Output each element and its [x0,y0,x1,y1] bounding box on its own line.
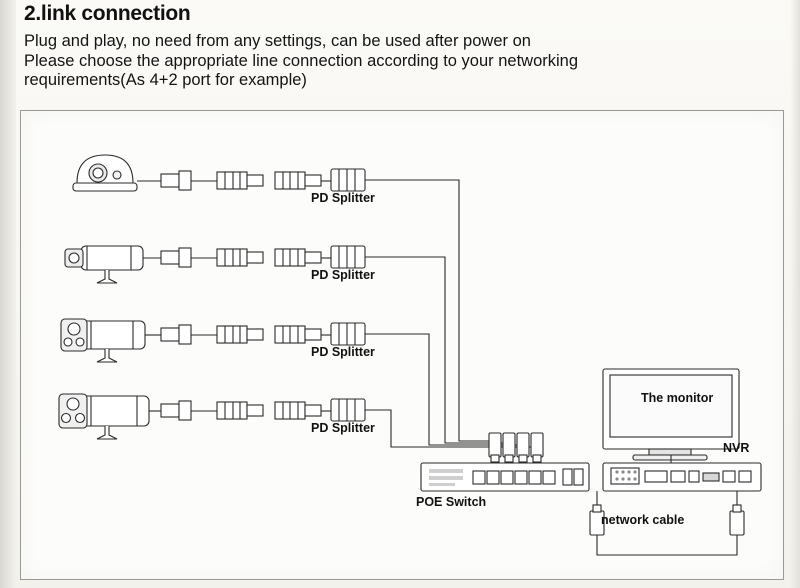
label-poe-switch: POE Switch [416,495,487,509]
poe-switch-shape [421,463,589,491]
label-nvr: NVR [723,441,750,455]
camera-pigtail-4 [161,399,365,421]
intro-line-1: Plug and play, no need from any settings, can be used after power on [24,32,531,50]
connection-diagram [20,110,784,580]
bullet-camera-1-shape [65,246,143,283]
label-pd-splitter-1: PD Splitter [311,191,375,205]
nvr-shape [603,463,761,491]
label-pd-splitter-2: PD Splitter [311,268,375,282]
dome-camera-shape [73,155,137,191]
page-title: 2.link connection [24,2,191,25]
bullet-camera-2-shape [61,319,145,362]
camera-pigtail-1 [161,169,365,191]
label-pd-splitter-4: PD Splitter [311,421,375,435]
intro-line-2: Please choose the appropriate line connection according to your networking [24,51,579,70]
camera-pigtail-3 [161,323,365,345]
bullet-camera-3-shape [59,394,149,439]
intro-line-3: requirements(As 4+2 port for example) [24,71,307,89]
label-pd-splitter-3: PD Splitter [311,345,375,359]
label-monitor: The monitor [641,391,714,405]
camera-pigtail-2 [161,246,365,268]
diagram-svg [21,111,783,579]
label-network-cable: network cable [601,513,685,527]
monitor-shape [603,369,739,460]
intro-text [24,32,764,91]
